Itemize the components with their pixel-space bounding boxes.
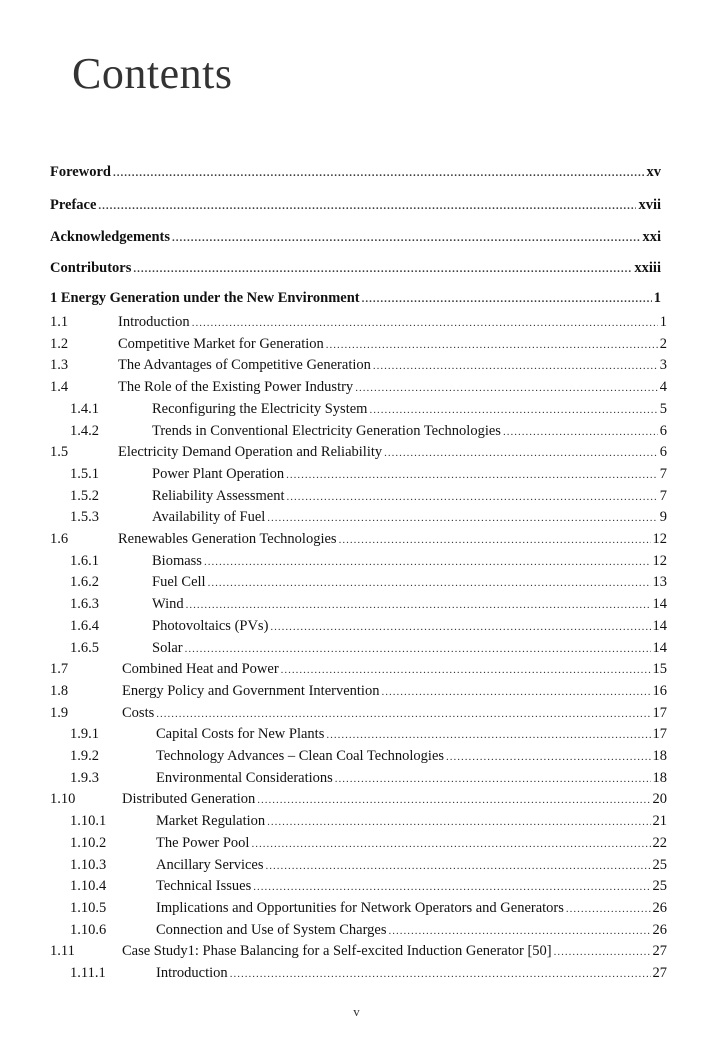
toc-section-entry[interactable] — [50, 703, 667, 723]
toc-subsection-entry[interactable] — [70, 898, 667, 918]
toc-number: 1.11 — [50, 943, 75, 960]
toc-page: 22 — [652, 834, 667, 851]
toc-label: Environmental Considerations — [156, 769, 333, 786]
toc-number: 1.4 — [50, 379, 69, 396]
toc-label: Introduction — [156, 965, 228, 981]
toc-label: Energy Policy and Government Intervention — [122, 682, 380, 699]
toc-label: Solar — [152, 639, 183, 656]
toc-page: 9 — [659, 509, 667, 526]
toc-label: Foreword — [50, 164, 111, 180]
toc-number: 1.4.2 — [70, 422, 99, 439]
toc-leader — [266, 856, 651, 875]
toc-subsection-entry[interactable] — [70, 464, 667, 484]
toc-leader — [384, 443, 658, 462]
toc-number: 1.6.2 — [70, 574, 99, 591]
toc-page: 14 — [652, 617, 667, 634]
toc-label: Reconfiguring the Electricity System — [152, 400, 368, 417]
toc-leader — [186, 595, 651, 614]
toc-subsection-entry[interactable] — [70, 421, 667, 441]
toc-number: 1.5.1 — [70, 465, 99, 482]
toc-number: 1.3 — [50, 357, 69, 374]
toc-number: 1.2 — [50, 335, 69, 352]
toc-number: 1.6.1 — [70, 552, 99, 569]
toc-label: The Advantages of Competitive Generation — [118, 357, 371, 374]
toc-section-entry[interactable] — [50, 789, 667, 809]
toc-label: Ancillary Services — [156, 856, 264, 873]
toc-number: 1.5 — [50, 444, 69, 461]
toc-number: 1.9.1 — [70, 726, 99, 743]
toc-leader — [355, 378, 658, 397]
toc-leader — [267, 812, 650, 831]
toc-page: 14 — [652, 639, 667, 656]
toc-subsection-entry[interactable] — [70, 768, 667, 788]
toc-label: The Power Pool — [156, 834, 250, 851]
toc-section-entry[interactable] — [50, 659, 667, 679]
toc-label: Capital Costs for New Plants — [156, 726, 325, 743]
toc-leader — [373, 356, 658, 375]
toc-label: Technical Issues — [156, 878, 252, 895]
toc-page: 1 — [659, 314, 667, 330]
toc-section-entry[interactable] — [50, 442, 667, 462]
toc-number: 1.7 — [50, 661, 69, 678]
toc-page: 25 — [652, 878, 667, 895]
toc-number: 1.6.3 — [70, 596, 99, 613]
toc-number: 1.10.6 — [70, 921, 107, 938]
toc-leader — [156, 704, 650, 723]
toc-label: Reliability Assessment — [152, 487, 285, 504]
toc-leader — [335, 769, 651, 788]
toc-subsection-entry[interactable] — [70, 963, 667, 983]
toc-label: Introduction — [118, 314, 190, 330]
toc-number: 1.5.2 — [70, 487, 99, 504]
toc-subsection-entry[interactable] — [70, 507, 667, 527]
toc-leader — [98, 196, 636, 215]
toc-number: 1.5.3 — [70, 509, 99, 526]
toc-label: Trends in Conventional Electricity Generation Technologies — [152, 422, 501, 439]
toc-leader — [185, 639, 651, 658]
toc-leader — [326, 335, 658, 354]
toc-label: Biomass — [152, 552, 202, 569]
toc-front-contributors[interactable] — [50, 258, 661, 278]
toc-subsection-entry[interactable] — [70, 876, 667, 896]
toc-subsection-entry[interactable] — [70, 811, 667, 831]
toc-leader — [270, 617, 650, 636]
toc-section-entry[interactable] — [50, 334, 667, 354]
toc-subsection-entry[interactable] — [70, 399, 667, 419]
toc-section-entry[interactable] — [50, 355, 667, 375]
toc-label: Power Plant Operation — [152, 465, 285, 482]
toc-page: 21 — [652, 813, 667, 830]
toc-number: 1.10.2 — [70, 834, 107, 851]
toc-label: Wind — [152, 596, 184, 613]
toc-label: Fuel Cell — [152, 574, 206, 591]
toc-leader — [326, 725, 650, 744]
toc-label: Implications and Opportunities for Network Operators and Generators — [156, 899, 564, 916]
toc-leader — [192, 313, 658, 332]
toc-number: 1.10.3 — [70, 856, 107, 873]
toc-page: 27 — [652, 965, 667, 981]
toc-label: Distributed Generation — [122, 791, 256, 808]
toc-page: 13 — [652, 574, 667, 591]
toc-number: 1.9.2 — [70, 748, 99, 764]
toc-number: 1.6.4 — [70, 617, 99, 634]
toc-page: 4 — [659, 379, 667, 396]
toc-leader — [369, 400, 657, 419]
toc-page: 6 — [659, 444, 667, 461]
toc-leader — [257, 790, 650, 809]
toc-section-entry[interactable] — [50, 529, 667, 549]
toc-section-entry[interactable] — [50, 941, 667, 961]
toc-page: 27 — [652, 943, 667, 960]
toc-page: xxiii — [634, 260, 661, 276]
toc-front-foreword[interactable] — [50, 162, 661, 182]
toc-leader — [287, 487, 658, 506]
toc-number: 1.8 — [50, 682, 69, 699]
toc-subsection-entry[interactable] — [70, 486, 667, 506]
toc-label: Preface — [50, 197, 97, 213]
toc-leader — [446, 747, 650, 766]
toc-label: Connection and Use of System Charges — [156, 921, 387, 938]
toc-leader — [267, 508, 657, 527]
toc-subsection-entry[interactable] — [70, 855, 667, 875]
toc-page: 3 — [659, 357, 667, 374]
toc-label: Technology Advances – Clean Coal Technologies — [156, 748, 445, 764]
toc-subsection-entry[interactable] — [70, 833, 667, 853]
toc-page: xvii — [638, 197, 661, 213]
toc-page: 26 — [652, 921, 667, 938]
toc-leader — [204, 552, 651, 571]
toc-leader — [389, 921, 651, 940]
toc-number: 1.10.1 — [70, 813, 107, 830]
toc-number: 1.9.3 — [70, 769, 99, 786]
toc-leader — [133, 259, 632, 278]
toc-label: Availability of Fuel — [152, 509, 266, 526]
toc-label: 1 Energy Generation under the New Environment — [50, 290, 360, 306]
page-title: Contents — [72, 49, 233, 98]
toc-page: 25 — [652, 856, 667, 873]
toc-subsection-entry[interactable] — [70, 638, 667, 658]
toc-leader — [362, 289, 652, 308]
toc-page: xxi — [642, 229, 661, 245]
toc-label: Renewables Generation Technologies — [118, 531, 337, 547]
toc-page: xv — [646, 164, 661, 180]
toc-chapter-1[interactable] — [50, 288, 661, 308]
toc-page: 2 — [659, 335, 667, 352]
toc-leader — [253, 877, 650, 896]
toc-leader — [503, 422, 658, 441]
toc-page: 20 — [652, 791, 667, 808]
toc-leader — [208, 573, 651, 592]
toc-leader — [281, 660, 651, 679]
toc-page: 7 — [659, 465, 667, 482]
toc-subsection-entry[interactable] — [70, 572, 667, 592]
toc-number: 1.11.1 — [70, 965, 106, 981]
toc-page: 26 — [652, 899, 667, 916]
toc-page: 12 — [652, 531, 667, 547]
toc-leader — [286, 465, 658, 484]
toc-page: 16 — [652, 682, 667, 699]
toc-label: Market Regulation — [156, 813, 266, 830]
toc-page: 18 — [652, 769, 667, 786]
toc-page: 17 — [652, 704, 667, 721]
toc-leader — [339, 530, 651, 549]
toc-page: 7 — [659, 487, 667, 504]
toc-label: Competitive Market for Generation — [118, 335, 324, 352]
toc-page: 5 — [659, 400, 667, 417]
toc-page: 18 — [652, 748, 667, 764]
toc-label: The Role of the Existing Power Industry — [118, 379, 354, 396]
toc-label: Contributors — [50, 260, 132, 276]
toc-label: Acknowledgements — [50, 229, 171, 245]
toc-label: Electricity Demand Operation and Reliability — [118, 444, 383, 461]
toc-number: 1.10.4 — [70, 878, 107, 895]
toc-subsection-entry[interactable] — [70, 616, 667, 636]
toc-page: 6 — [659, 422, 667, 439]
toc-number: 1.10 — [50, 791, 76, 808]
toc-subsection-entry[interactable] — [70, 551, 667, 571]
toc-label: Combined Heat and Power — [122, 661, 279, 678]
toc-section-entry[interactable] — [50, 681, 667, 701]
toc-label: Photovoltaics (PVs) — [152, 617, 269, 634]
toc-number: 1.9 — [50, 704, 69, 721]
toc-number: 1.1 — [50, 314, 69, 330]
toc-label: Costs — [122, 704, 155, 721]
toc-page: 12 — [652, 552, 667, 569]
toc-subsection-entry[interactable] — [70, 724, 667, 744]
toc-number: 1.6.5 — [70, 639, 99, 656]
toc-section-entry[interactable] — [50, 377, 667, 397]
toc-section-entry[interactable] — [50, 312, 667, 332]
toc-subsection-entry[interactable] — [70, 920, 667, 940]
toc-page: 17 — [652, 726, 667, 743]
toc-subsection-entry[interactable] — [70, 746, 667, 766]
toc-page: 14 — [652, 596, 667, 613]
page-number: v — [353, 1004, 360, 1019]
toc-leader — [251, 834, 650, 853]
toc-number: 1.10.5 — [70, 899, 107, 916]
toc-subsection-entry[interactable] — [70, 594, 667, 614]
toc-front-preface[interactable] — [50, 195, 661, 215]
toc-number: 1.6 — [50, 531, 69, 547]
toc-leader — [554, 942, 651, 961]
toc-number: 1.4.1 — [70, 400, 99, 417]
toc-leader — [113, 163, 645, 182]
toc-leader — [230, 964, 651, 983]
toc-page: 1 — [653, 290, 661, 306]
toc-leader — [381, 682, 650, 701]
toc-page: 15 — [652, 661, 667, 678]
toc-label: Case Study1: Phase Balancing for a Self-excited Induction Generator [50] — [122, 943, 552, 960]
toc-leader — [172, 228, 640, 247]
toc-front-acknowledgements[interactable] — [50, 227, 661, 247]
toc-leader — [566, 899, 651, 918]
